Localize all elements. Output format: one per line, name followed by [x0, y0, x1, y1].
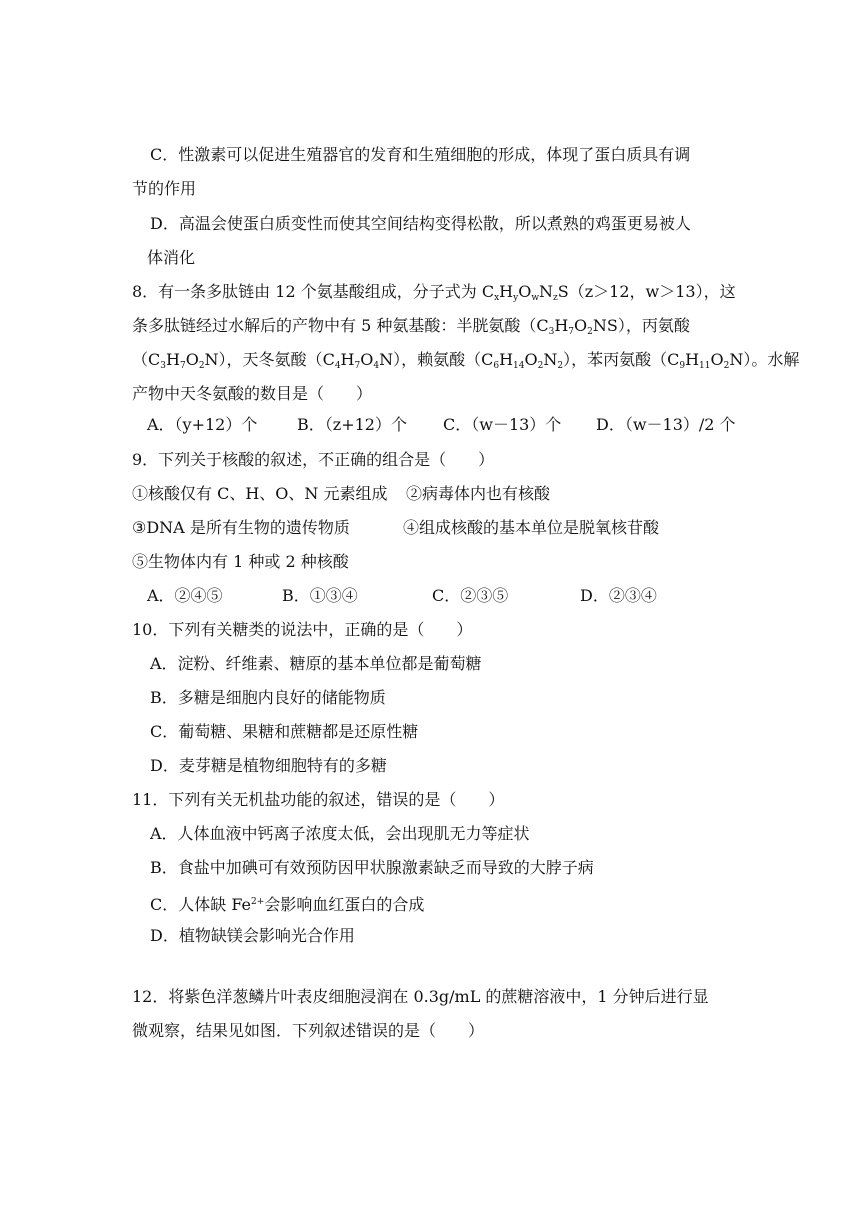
q11-option-b: B．食盐中加碘可有效预防因甲状腺激素缺乏而导致的大脖子病 [150, 858, 594, 877]
lysine-formula: $C_6H_{14}O_2N_2$ [481, 350, 564, 371]
q8-option-d: D．（w－13）/2 个 [596, 415, 736, 434]
q8-option-c: C．（w－13）个 [443, 415, 562, 434]
q10-option-a: A．淀粉、纤维素、糖原的基本单位都是葡萄糖 [150, 654, 482, 673]
q9-option-b: B．①③④ [282, 586, 358, 605]
q9-stem: 9．下列关于核酸的叙述，不正确的组合是（ ） [132, 450, 495, 469]
q12-stem-line2: 微观察，结果见如图．下列叙述错误的是（ ） [132, 1021, 485, 1040]
q7-option-d-line1: D．高温会使蛋白质变性而使其空间结构变得松散，所以煮熟的鸡蛋更易被人 [150, 214, 691, 233]
q8-stem-line3: $(C_3H_7O_2N)$，天冬氨酸$(C_4H_7O_4N)$，赖氨酸$(C_6H_{14}O_2N_2)$，苯丙氨酸$(C_9H_{11}O_2N)$。水解 [132, 350, 800, 371]
q8-stem-line4: 产物中天冬氨酸的数目是（ ） [132, 384, 373, 403]
q12-stem-line1: 12．将紫色洋葱鳞片叶表皮细胞浸润在 0.3g/mL 的蔗糖溶液中，1 分钟后进行显 [132, 987, 709, 1006]
q9-item-4: ④组成核酸的基本单位是脱氧核苷酸 [403, 518, 660, 537]
q9-option-a: A．②④⑤ [147, 586, 223, 605]
aspartic-acid-formula: $C_4H_7O_4N$ [322, 350, 394, 371]
q10-option-d: D．麦芽糖是植物细胞特有的多糖 [150, 756, 387, 775]
q8-option-b: B．（z+12）个 [297, 415, 407, 434]
cysteine-formula: $C_3H_7O_2NS$ [536, 316, 618, 337]
q9-item-3: ③DNA 是所有生物的遗传物质 [132, 518, 350, 537]
q8-stem-line1: 8．有一条多肽链由 12 个氨基酸组成，分子式为 $C_xH_yO_wN_zS(z>12$，w＞13），这 [132, 282, 736, 303]
q7-option-c-line2: 节的作用 [132, 179, 197, 198]
q10-stem: 10．下列有关糖类的说法中，正确的是（ ） [132, 620, 473, 639]
q8-option-a: A．（y+12）个 [147, 415, 258, 434]
q9-option-d: D．②③④ [580, 586, 657, 605]
q7-option-d-line2: 体消化 [147, 248, 196, 267]
q11-stem: 11．下列有关无机盐功能的叙述，错误的是（ ） [132, 790, 505, 809]
q9-item-2: ②病毒体内也有核酸 [406, 484, 551, 503]
q11-option-d: D．植物缺镁会影响光合作用 [150, 926, 355, 945]
q9-option-c: C．②③⑤ [432, 586, 509, 605]
alanine-formula: $C_3H_7O_2N$ [148, 350, 219, 371]
q10-option-c: C．葡萄糖、果糖和蔗糖都是还原性糖 [150, 722, 419, 741]
q10-option-b: B．多糖是细胞内良好的储能物质 [150, 688, 386, 707]
q9-item-1: ①核酸仅有 C、H、O、N 元素组成 [132, 484, 388, 503]
q7-option-c-line1: C．性激素可以促进生殖器官的发育和生殖细胞的形成，体现了蛋白质具有调 [150, 145, 691, 164]
phenylalanine-formula: $C_9H_{11}O_2N$ [667, 350, 744, 371]
q8-molecular-formula: $C_xH_yO_wN_zS$ [481, 282, 569, 303]
q11-option-a: A．人体血液中钙离子浓度太低，会出现肌无力等症状 [150, 824, 530, 843]
q8-stem-line2: 条多肽链经过水解后的产物中有 5 种氨基酸：半胱氨酸$(C_3H_7O_2NS)$，丙氨酸 [132, 316, 690, 337]
q9-item-5: ⑤生物体内有 1 种或 2 种核酸 [132, 552, 349, 571]
q11-option-c: C．人体缺 $Fe^{2+}$会影响血红蛋白的合成 [150, 895, 425, 914]
